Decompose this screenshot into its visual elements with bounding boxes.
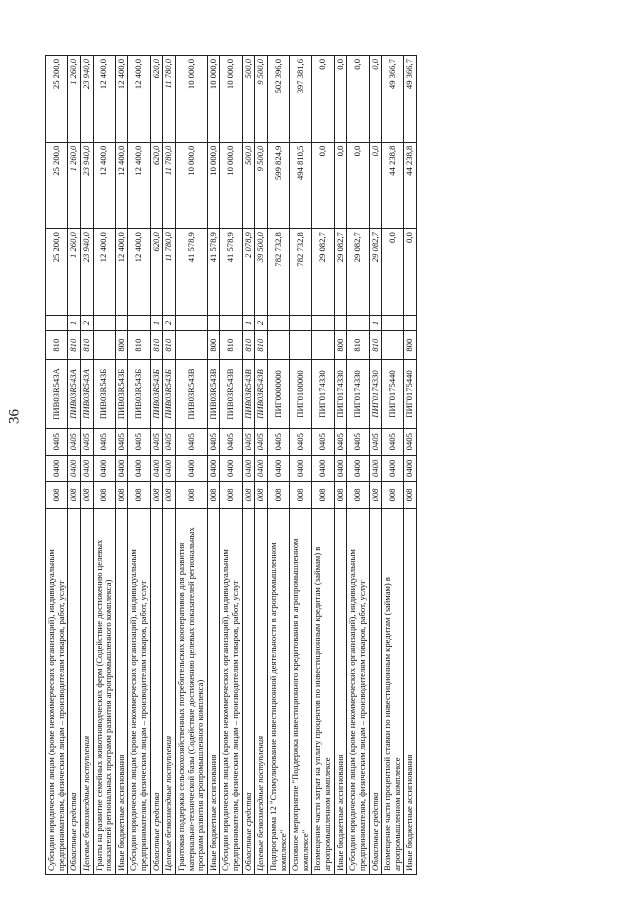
cell-source-code: 1	[150, 315, 163, 331]
cell-expense-type	[290, 331, 312, 360]
row-name: Субсидии юридическим лицам (кроме некоммерческих организаций), индивидуальным предпринимателям, физическим лицам – производителям товаров, работ, услуг	[128, 508, 150, 874]
cell-target-article: ПИГ0174330	[369, 360, 382, 429]
cell-target-article: ПИВ03R543В	[175, 360, 207, 429]
cell-grbs: 008	[255, 482, 268, 509]
table-row	[163, 56, 176, 875]
cell-target-article: ПИГ0100000	[290, 360, 312, 429]
cell-target-article: ПИГ0000000	[267, 360, 289, 429]
cell-source-code	[382, 315, 404, 331]
cell-amount-year1: 41 578,9	[220, 229, 242, 316]
cell-grbs: 008	[312, 482, 334, 509]
cell-section: 0400	[220, 455, 242, 482]
cell-expense-type	[312, 331, 334, 360]
cell-target-article: ПИГ0174330	[347, 360, 369, 429]
cell-grbs: 008	[220, 482, 242, 509]
cell-subsection: 0405	[93, 428, 115, 455]
cell-amount-year3: 12 400,0	[115, 56, 128, 143]
cell-amount-year2: 0,0	[369, 142, 382, 229]
row-name: Целевые безвозмездные поступления	[80, 508, 93, 874]
cell-source-code: 1	[242, 315, 255, 331]
cell-expense-type: 800	[115, 331, 128, 360]
row-name: Областные средства	[242, 508, 255, 874]
cell-grbs: 008	[80, 482, 93, 509]
cell-amount-year2: 494 810,5	[290, 142, 312, 229]
cell-subsection: 0405	[115, 428, 128, 455]
row-name: Областные средства	[369, 508, 382, 874]
cell-amount-year3: 10 000,0	[207, 56, 220, 143]
cell-amount-year3: 49 366,7	[404, 56, 417, 143]
cell-target-article: ПИВ03R543А	[46, 360, 68, 429]
cell-grbs: 008	[290, 482, 312, 509]
cell-expense-type: 800	[404, 331, 417, 360]
cell-expense-type: 810	[347, 331, 369, 360]
cell-amount-year1: 12 400,0	[115, 229, 128, 316]
row-name: Иные бюджетные ассигнования	[115, 508, 128, 874]
cell-expense-type: 800	[207, 331, 220, 360]
cell-amount-year3: 0,0	[312, 56, 334, 143]
cell-amount-year2: 0,0	[347, 142, 369, 229]
cell-source-code	[115, 315, 128, 331]
cell-amount-year3: 49 366,7	[382, 56, 404, 143]
cell-subsection: 0405	[128, 428, 150, 455]
cell-source-code: 2	[163, 315, 176, 331]
table-row	[290, 56, 312, 875]
cell-amount-year1: 782 732,8	[267, 229, 289, 316]
cell-subsection: 0405	[312, 428, 334, 455]
cell-amount-year1: 41 578,9	[207, 229, 220, 316]
cell-amount-year3: 12 400,0	[128, 56, 150, 143]
row-name: Областные средства	[68, 508, 81, 874]
row-name: Основное мероприятие "Поддержка инвестиционного кредитования в агропромышленном комплексе"	[290, 508, 312, 874]
cell-amount-year1: 41 578,9	[175, 229, 207, 316]
cell-amount-year3: 10 000,0	[175, 56, 207, 143]
cell-grbs: 008	[404, 482, 417, 509]
cell-source-code	[128, 315, 150, 331]
cell-grbs: 008	[334, 482, 347, 509]
cell-subsection: 0405	[175, 428, 207, 455]
cell-grbs: 008	[163, 482, 176, 509]
cell-amount-year3: 620,0	[150, 56, 163, 143]
cell-amount-year1: 39 500,0	[255, 229, 268, 316]
cell-grbs: 008	[382, 482, 404, 509]
cell-section: 0400	[163, 455, 176, 482]
cell-grbs: 008	[267, 482, 289, 509]
row-name: Субсидии юридическим лицам (кроме некоммерческих организаций), индивидуальным предпринимателям, физическим лицам – производителям товаров, работ, услуг	[347, 508, 369, 874]
row-name: Грантовая поддержка сельскохозяйственных потребительских кооперативов для развития материально-технической базы (Содействие достижению целевых показателей региональных программ развития агропромышленного комплекса)	[175, 508, 207, 874]
cell-section: 0400	[80, 455, 93, 482]
cell-amount-year2: 23 940,0	[80, 142, 93, 229]
cell-expense-type: 810	[255, 331, 268, 360]
table-row	[242, 56, 255, 875]
cell-target-article: ПИВ03R543А	[80, 360, 93, 429]
cell-source-code	[46, 315, 68, 331]
cell-amount-year1: 29 082,7	[334, 229, 347, 316]
row-name: Целевые безвозмездные поступления	[255, 508, 268, 874]
cell-target-article: ПИГ0174330	[312, 360, 334, 429]
cell-amount-year2: 0,0	[334, 142, 347, 229]
cell-grbs: 008	[46, 482, 68, 509]
table-row	[115, 56, 128, 875]
cell-amount-year3: 12 400,0	[93, 56, 115, 143]
table-row	[334, 56, 347, 875]
budget-table	[45, 55, 417, 875]
cell-section: 0400	[312, 455, 334, 482]
row-name: Субсидии юридическим лицам (кроме некоммерческих организаций), индивидуальным предпринимателям, физическим лицам – производителям товаров, работ, услуг	[46, 508, 68, 874]
cell-section: 0400	[267, 455, 289, 482]
row-name: Подпрограмма 12 "Стимулирование инвестиционной деятельности в агропромышленном комплексе"	[267, 508, 289, 874]
cell-expense-type: 810	[242, 331, 255, 360]
cell-subsection: 0405	[255, 428, 268, 455]
row-name: Субсидии юридическим лицам (кроме некоммерческих организаций), индивидуальным предпринимателям, физическим лицам – производителям товаров, работ, услуг	[220, 508, 242, 874]
cell-section: 0400	[93, 455, 115, 482]
cell-section: 0400	[128, 455, 150, 482]
cell-subsection: 0405	[242, 428, 255, 455]
budget-table-body	[46, 56, 417, 875]
cell-expense-type: 810	[80, 331, 93, 360]
table-row	[267, 56, 289, 875]
cell-grbs: 008	[115, 482, 128, 509]
cell-amount-year3: 0,0	[369, 56, 382, 143]
cell-target-article: ПИГ0174330	[334, 360, 347, 429]
cell-grbs: 008	[242, 482, 255, 509]
cell-source-code	[347, 315, 369, 331]
cell-amount-year2: 500,0	[242, 142, 255, 229]
page-number: 36	[6, 409, 23, 424]
cell-source-code: 1	[369, 315, 382, 331]
cell-section: 0400	[46, 455, 68, 482]
cell-amount-year1: 23 940,0	[80, 229, 93, 316]
cell-subsection: 0405	[207, 428, 220, 455]
cell-grbs: 008	[175, 482, 207, 509]
cell-section: 0400	[242, 455, 255, 482]
table-row	[80, 56, 93, 875]
cell-expense-type	[175, 331, 207, 360]
row-name: Возмещение части затрат на уплату процентов по инвестиционным кредитам (займам) в агропромышленном комплексе	[312, 508, 334, 874]
cell-grbs: 008	[68, 482, 81, 509]
table-row	[93, 56, 115, 875]
cell-expense-type: 810	[150, 331, 163, 360]
table-row	[382, 56, 404, 875]
cell-target-article: ПИВ03R543В	[255, 360, 268, 429]
row-name: Областные средства	[150, 508, 163, 874]
cell-subsection: 0405	[404, 428, 417, 455]
cell-amount-year3: 9 500,0	[255, 56, 268, 143]
cell-expense-type: 800	[334, 331, 347, 360]
cell-section: 0400	[334, 455, 347, 482]
cell-grbs: 008	[347, 482, 369, 509]
table-row	[46, 56, 68, 875]
cell-source-code	[334, 315, 347, 331]
table-row	[220, 56, 242, 875]
cell-amount-year1: 12 400,0	[93, 229, 115, 316]
cell-amount-year2: 44 238,8	[382, 142, 404, 229]
cell-amount-year2: 12 400,0	[115, 142, 128, 229]
cell-subsection: 0405	[163, 428, 176, 455]
cell-source-code: 2	[255, 315, 268, 331]
cell-expense-type	[93, 331, 115, 360]
cell-amount-year2: 10 000,0	[207, 142, 220, 229]
table-row	[369, 56, 382, 875]
cell-amount-year1: 0,0	[404, 229, 417, 316]
cell-source-code	[290, 315, 312, 331]
cell-source-code	[312, 315, 334, 331]
cell-subsection: 0405	[80, 428, 93, 455]
cell-amount-year3: 25 200,0	[46, 56, 68, 143]
cell-amount-year2: 0,0	[312, 142, 334, 229]
cell-source-code	[267, 315, 289, 331]
cell-target-article: ПИВ03R543А	[68, 360, 81, 429]
cell-target-article: ПИВ03R543Б	[163, 360, 176, 429]
cell-amount-year2: 620,0	[150, 142, 163, 229]
cell-amount-year1: 11 780,0	[163, 229, 176, 316]
cell-section: 0400	[68, 455, 81, 482]
table-row	[255, 56, 268, 875]
cell-amount-year2: 10 000,0	[175, 142, 207, 229]
cell-target-article: ПИВ03R543Б	[115, 360, 128, 429]
cell-amount-year1: 0,0	[382, 229, 404, 316]
row-name: Гранты на развитие семейных животноводческих ферм (Содействие достижению целевых показателей региональных программ развития агропромышленного комплекса)	[93, 508, 115, 874]
cell-grbs: 008	[150, 482, 163, 509]
cell-grbs: 008	[369, 482, 382, 509]
cell-expense-type: 810	[369, 331, 382, 360]
row-name: Возмещение части процентной ставки по инвестиционным кредитам (займам) в агропромышленном комплексе	[382, 508, 404, 874]
cell-subsection: 0405	[267, 428, 289, 455]
cell-grbs: 008	[93, 482, 115, 509]
cell-section: 0400	[175, 455, 207, 482]
cell-amount-year1: 25 200,0	[46, 229, 68, 316]
cell-expense-type: 810	[220, 331, 242, 360]
cell-section: 0400	[382, 455, 404, 482]
cell-grbs: 008	[128, 482, 150, 509]
cell-source-code: 1	[68, 315, 81, 331]
cell-subsection: 0405	[46, 428, 68, 455]
cell-amount-year2: 11 780,0	[163, 142, 176, 229]
cell-amount-year2: 10 000,0	[220, 142, 242, 229]
cell-target-article: ПИВ03R543Б	[150, 360, 163, 429]
cell-section: 0400	[347, 455, 369, 482]
table-row	[175, 56, 207, 875]
cell-subsection: 0405	[334, 428, 347, 455]
cell-section: 0400	[290, 455, 312, 482]
cell-subsection: 0405	[68, 428, 81, 455]
cell-section: 0400	[404, 455, 417, 482]
row-name: Иные бюджетные ассигнования	[404, 508, 417, 874]
cell-source-code	[207, 315, 220, 331]
cell-target-article: ПИВ03R543В	[207, 360, 220, 429]
cell-expense-type: 810	[68, 331, 81, 360]
cell-amount-year1: 12 400,0	[128, 229, 150, 316]
row-name: Иные бюджетные ассигнования	[207, 508, 220, 874]
row-name: Иные бюджетные ассигнования	[334, 508, 347, 874]
cell-amount-year1: 782 732,8	[290, 229, 312, 316]
cell-amount-year3: 1 260,0	[68, 56, 81, 143]
cell-source-code	[93, 315, 115, 331]
table-row	[312, 56, 334, 875]
cell-subsection: 0405	[347, 428, 369, 455]
cell-subsection: 0405	[382, 428, 404, 455]
cell-amount-year1: 620,0	[150, 229, 163, 316]
cell-amount-year2: 599 824,9	[267, 142, 289, 229]
cell-subsection: 0405	[290, 428, 312, 455]
rotated-budget-sheet	[45, 55, 620, 875]
cell-source-code	[175, 315, 207, 331]
cell-amount-year3: 0,0	[347, 56, 369, 143]
cell-section: 0400	[207, 455, 220, 482]
cell-amount-year2: 44 238,8	[404, 142, 417, 229]
cell-target-article: ПИВ03R543В	[242, 360, 255, 429]
cell-section: 0400	[369, 455, 382, 482]
table-row	[128, 56, 150, 875]
table-row	[150, 56, 163, 875]
cell-expense-type: 810	[163, 331, 176, 360]
cell-amount-year2: 25 200,0	[46, 142, 68, 229]
cell-grbs: 008	[207, 482, 220, 509]
cell-amount-year1: 29 082,7	[347, 229, 369, 316]
cell-amount-year1: 29 082,7	[312, 229, 334, 316]
cell-expense-type: 810	[128, 331, 150, 360]
cell-amount-year1: 29 082,7	[369, 229, 382, 316]
cell-section: 0400	[150, 455, 163, 482]
cell-source-code: 2	[80, 315, 93, 331]
cell-amount-year3: 23 940,0	[80, 56, 93, 143]
cell-target-article: ПИВ03R543В	[220, 360, 242, 429]
cell-expense-type: 810	[46, 331, 68, 360]
cell-target-article: ПИВ03R543Б	[128, 360, 150, 429]
cell-amount-year1: 1 260,0	[68, 229, 81, 316]
cell-subsection: 0405	[220, 428, 242, 455]
cell-amount-year3: 0,0	[334, 56, 347, 143]
cell-amount-year2: 9 500,0	[255, 142, 268, 229]
table-row	[68, 56, 81, 875]
table-row	[347, 56, 369, 875]
cell-amount-year3: 397 381,6	[290, 56, 312, 143]
cell-amount-year2: 12 400,0	[128, 142, 150, 229]
cell-amount-year2: 1 260,0	[68, 142, 81, 229]
cell-expense-type	[382, 331, 404, 360]
cell-amount-year3: 500,0	[242, 56, 255, 143]
cell-amount-year3: 10 000,0	[220, 56, 242, 143]
cell-source-code	[220, 315, 242, 331]
cell-target-article: ПИГ0175440	[382, 360, 404, 429]
cell-section: 0400	[115, 455, 128, 482]
cell-expense-type	[267, 331, 289, 360]
cell-target-article: ПИВ03R543Б	[93, 360, 115, 429]
cell-source-code	[404, 315, 417, 331]
cell-amount-year2: 12 400,0	[93, 142, 115, 229]
cell-section: 0400	[255, 455, 268, 482]
cell-subsection: 0405	[369, 428, 382, 455]
cell-target-article: ПИГ0175440	[404, 360, 417, 429]
cell-amount-year3: 11 780,0	[163, 56, 176, 143]
cell-subsection: 0405	[150, 428, 163, 455]
table-row	[207, 56, 220, 875]
cell-amount-year3: 502 396,0	[267, 56, 289, 143]
table-row	[404, 56, 417, 875]
row-name: Целевые безвозмездные поступления	[163, 508, 176, 874]
cell-amount-year1: 2 078,9	[242, 229, 255, 316]
